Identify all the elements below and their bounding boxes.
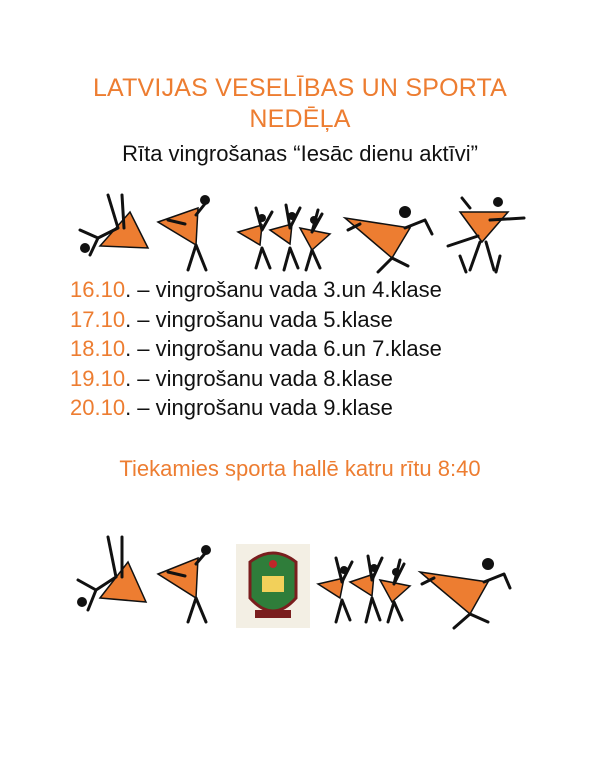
schedule-item: [70, 334, 442, 364]
cheering-group-icon: [238, 205, 330, 270]
meeting-info: Tiekamies sporta hallē katru rītu 8:40: [119, 456, 481, 481]
page-title-line-1: LATVIJAS VESELĪBAS UN SPORTA: [92, 74, 508, 102]
schedule-item: [70, 305, 442, 335]
sport-figures-top-row: [0, 190, 600, 280]
schedule-text: . – vingrošanu vada 5.klase: [125, 306, 393, 332]
sport-figures-bottom-row: [0, 532, 600, 632]
cartwheel-figure-icon: [80, 195, 148, 255]
stretching-figure-icon: [158, 545, 211, 622]
schedule-item: [70, 364, 442, 394]
schedule-date: 19.10: [70, 365, 126, 391]
schedule-text: . – vingrošanu vada 9.klase: [125, 395, 393, 420]
schedule-text: . – vingrošanu vada 6.un 7.klase: [125, 336, 442, 361]
running-figure-icon: [420, 558, 510, 628]
cartwheel-figure-icon: [77, 537, 146, 610]
stretching-figure-icon: [158, 195, 210, 270]
page-subtitle: Rīta vingrošanas “Iesāc dienu aktīvi”: [122, 141, 478, 166]
schedule-text: . – vingrošanu vada 3.un 4.klase: [125, 277, 442, 302]
cheering-group-icon: [318, 556, 410, 622]
schedule-item: [70, 275, 442, 305]
schedule-date: 16.10: [70, 277, 126, 302]
schedule-date: 18.10: [70, 336, 126, 361]
jumping-figure-icon: [448, 197, 524, 272]
schedule-list: [70, 275, 442, 423]
schedule-item: [70, 393, 442, 423]
schedule-date: 20.10: [70, 395, 126, 420]
schedule-date: 17.10: [70, 306, 126, 332]
page-title-line-2: NEDĒĻA: [249, 105, 351, 133]
running-figure-icon: [345, 206, 432, 272]
schedule-text: . – vingrošanu vada 8.klase: [125, 365, 393, 391]
school-crest-icon: [236, 544, 310, 628]
